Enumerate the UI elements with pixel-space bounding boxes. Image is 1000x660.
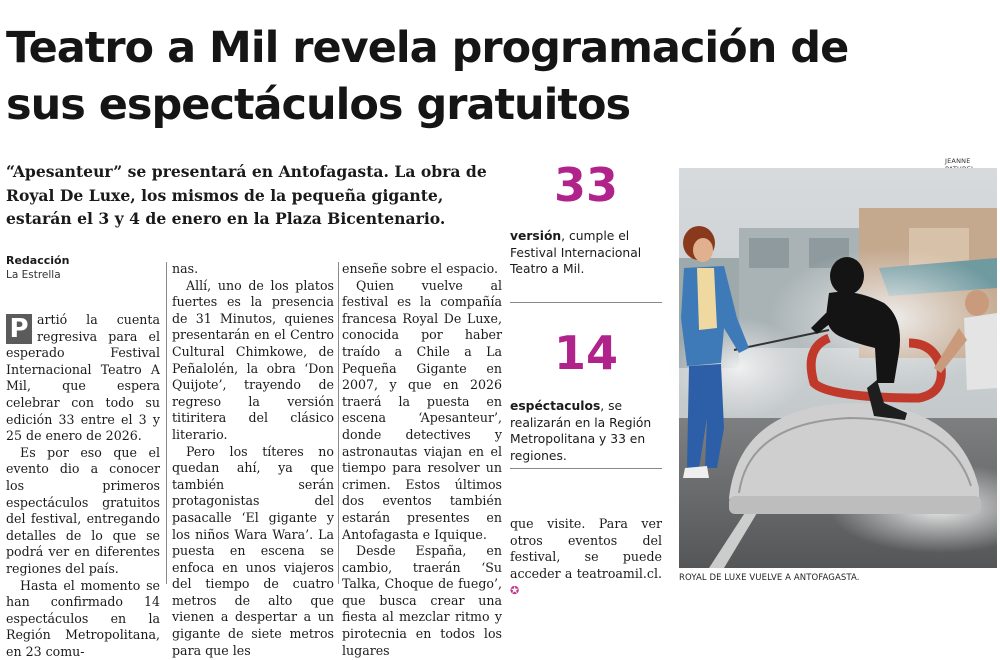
byline	[6, 254, 69, 282]
article-column-1	[6, 312, 160, 660]
paragraph: Quien vuelve al festival es la compañía francesa Royal De Luxe, conocida por haber traído a Chile a La Pequeña Gigante en 2007, y que en 2026 traerá la puesta en escena ‘Apesanteur’, donde detectives y astronautas viajan en el tiempo para resolver un crimen. Estos últimos dos eventos también estarán presentes en Antofagasta e Iquique.	[342, 278, 502, 544]
photo-credit: JEANNE	[945, 157, 1000, 173]
stat-description-1	[510, 228, 662, 278]
sidebar-divider	[510, 468, 662, 469]
headline-line-1: Teatro a Mil revela programación de	[6, 20, 996, 77]
column-divider	[338, 262, 339, 584]
paragraph	[510, 516, 662, 600]
article-column-4	[510, 516, 662, 600]
paragraph: Allí, uno de los platos fuertes es la presencia de 31 Minutos, quienes presentarán en el Centro Cultural Chimkowe, de Peñalolén, la obra ‘Don Quijote’, trayendo de regreso la versión titiritera del clásico literario.	[172, 278, 334, 444]
stat-keyword: versión	[510, 229, 561, 243]
paragraph: Es por eso que el evento dio a conocer los primeros espectáculos gratuitos del festival, entregando detalles de lo que se podrá ver en diferentes regiones del país.	[6, 445, 160, 578]
end-mark-icon: ✪	[510, 584, 519, 597]
headline-line-2: sus espectáculos gratuitos	[6, 77, 996, 134]
article-deck: “Apesanteur” se presentará en Antofagasta. La obra de Royal De Luxe, los mismos de la pequeña gigante, estarán el 3 y 4 de enero en la Plaza Bicentenario.	[6, 160, 506, 231]
stat-box-1	[510, 160, 662, 210]
byline-outlet: La Estrella	[6, 268, 69, 282]
article-photo	[679, 168, 997, 568]
column-divider	[166, 262, 167, 584]
paragraph: nas.	[172, 261, 334, 278]
paragraph	[6, 312, 160, 445]
stat-keyword: espéctaculos	[510, 399, 600, 413]
article-column-3	[342, 261, 502, 659]
paragraph-text: artió la cuenta regresiva para el esperado Festival Internacional Teatro A Mil, que espera celebrar con todo su edición 33 entre el 3 y 25 de enero de 2026.	[6, 312, 160, 443]
headline	[6, 20, 996, 134]
sidebar-divider	[510, 302, 662, 303]
paragraph: enseñe sobre el espacio.	[342, 261, 502, 278]
paragraph: Hasta el momento se han confirmado 14 espectáculos en la Región Metropolitana, en 23 comu-	[6, 578, 160, 660]
dropcap: P	[6, 314, 32, 344]
photo-illustration	[679, 168, 997, 568]
paragraph-text: que visite. Para ver otros eventos del festival, se puede acceder a teatroamil.cl.	[510, 516, 662, 581]
photo-caption: ROYAL DE LUXE VUELVE A ANTOFAGASTA.	[679, 573, 860, 583]
paragraph: Pero los títeres no quedan ahí, ya que también serán protagonistas del pasacalle ‘El gigante y los niños Wara Wara’. La puesta en escena se enfoca en unos viajeros del tiempo de cuatro metros de alto que vienen a despertar a un gigante de siete metros para que les	[172, 444, 334, 660]
byline-author: Redacción	[6, 254, 69, 268]
stat-description-2	[510, 398, 662, 464]
stat-number: 14	[510, 328, 662, 378]
stat-box-2	[510, 328, 662, 378]
stat-text: , cumple el Festival Internacional Teatro a Mil.	[510, 229, 641, 276]
article-column-2	[172, 261, 334, 659]
stat-number: 33	[510, 160, 662, 210]
paragraph: Desde España, en cambio, traerán ‘Su Talka, Choque de fuego’, que busca crear una fiesta al mezclar ritmo y pirotecnia en todos los lugares	[342, 543, 502, 659]
stat-text: , se realizarán en la Región Metropolitana y 33 en regiones.	[510, 399, 651, 463]
